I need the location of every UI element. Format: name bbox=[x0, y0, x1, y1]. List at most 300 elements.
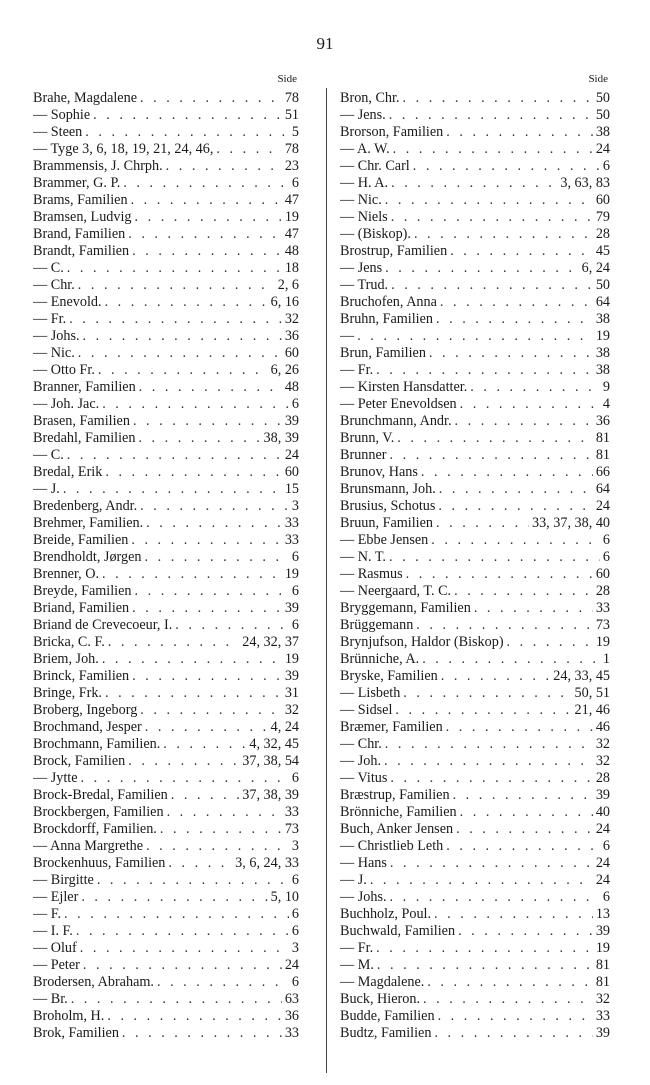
entry-pages: 38 bbox=[595, 362, 610, 378]
entry-name: — bbox=[340, 328, 355, 344]
index-entry bbox=[33, 1025, 299, 1042]
entry-pages: 24 bbox=[595, 498, 610, 514]
index-entry bbox=[340, 702, 610, 719]
dot-leader bbox=[175, 617, 289, 634]
index-entry bbox=[33, 770, 299, 787]
entry-pages: 50 bbox=[595, 107, 610, 123]
entry-pages: 2, 6 bbox=[277, 277, 299, 293]
entry-name: Brinck, Familien bbox=[33, 668, 130, 684]
entry-name: — Christlieb Leth bbox=[340, 838, 444, 854]
dot-leader bbox=[507, 634, 593, 651]
index-entry bbox=[340, 464, 610, 481]
entry-name: Broberg, Ingeborg bbox=[33, 702, 138, 718]
entry-name: — Steen bbox=[33, 124, 83, 140]
entry-name: Bruhn, Familien bbox=[340, 311, 434, 327]
index-entry bbox=[340, 532, 610, 549]
dot-leader bbox=[146, 838, 289, 855]
dot-leader bbox=[436, 515, 529, 532]
page-number: 91 bbox=[316, 34, 334, 53]
entry-pages: 81 bbox=[595, 974, 610, 990]
dot-leader bbox=[393, 141, 593, 158]
dot-leader bbox=[128, 226, 282, 243]
dot-leader bbox=[438, 1008, 593, 1025]
entry-name: — Tyge 3, 6, 18, 19, 21, 24, 46, bbox=[33, 141, 214, 157]
dot-leader bbox=[434, 906, 593, 923]
entry-name: — Nic. bbox=[33, 345, 75, 361]
dot-leader bbox=[140, 702, 282, 719]
dot-leader bbox=[131, 192, 282, 209]
entry-pages: 19 bbox=[284, 209, 299, 225]
entry-name: Brahe, Magdalene bbox=[33, 90, 137, 106]
index-entry bbox=[340, 974, 610, 991]
index-entry bbox=[33, 872, 299, 889]
dot-leader bbox=[395, 702, 571, 719]
dot-leader bbox=[97, 872, 289, 889]
entry-pages: 6, 26 bbox=[270, 362, 299, 378]
entry-name: Buch, Anker Jensen bbox=[340, 821, 454, 837]
dot-leader bbox=[460, 804, 593, 821]
dot-leader bbox=[403, 90, 593, 107]
entry-pages: 38 bbox=[595, 345, 610, 361]
entry-pages: 3 bbox=[291, 498, 299, 514]
entry-pages: 24, 32, 37 bbox=[242, 634, 299, 650]
index-entry bbox=[340, 549, 610, 566]
dot-leader bbox=[389, 549, 600, 566]
entry-pages: 38 bbox=[595, 311, 610, 327]
dot-leader bbox=[64, 906, 289, 923]
index-entry bbox=[33, 396, 299, 413]
index-entry bbox=[33, 855, 299, 872]
entry-pages: 24 bbox=[595, 855, 610, 871]
index-entry bbox=[340, 294, 610, 311]
entry-name: Brunchmann, Andr. bbox=[340, 413, 452, 429]
entry-name: — Sidsel bbox=[340, 702, 393, 718]
entry-name: Brun, Familien bbox=[340, 345, 426, 361]
dot-leader bbox=[160, 821, 282, 838]
entry-name: Bryske, Familien bbox=[340, 668, 438, 684]
entry-pages: 3, 6, 24, 33 bbox=[235, 855, 299, 871]
index-entry bbox=[33, 481, 299, 498]
entry-pages: 36 bbox=[284, 1008, 299, 1024]
entry-pages: 78 bbox=[284, 90, 299, 106]
entry-name: Brochmand, Jesper bbox=[33, 719, 142, 735]
dot-leader bbox=[453, 787, 593, 804]
index-entry bbox=[33, 991, 299, 1008]
index-entry bbox=[33, 804, 299, 821]
index-entry bbox=[340, 1025, 610, 1042]
entry-pages: 48 bbox=[284, 243, 299, 259]
index-entry bbox=[340, 719, 610, 736]
entry-list bbox=[340, 90, 610, 1042]
entry-name: — Joh. bbox=[340, 753, 381, 769]
entry-pages: 28 bbox=[595, 226, 610, 242]
entry-pages: 6 bbox=[291, 549, 299, 565]
index-entry bbox=[340, 804, 610, 821]
entry-name: Brynjufson, Haldor (Biskop) bbox=[340, 634, 504, 650]
index-entry bbox=[340, 141, 610, 158]
dot-leader bbox=[391, 175, 557, 192]
entry-name: — A. W. bbox=[340, 141, 390, 157]
index-entry bbox=[340, 430, 610, 447]
index-entry bbox=[340, 872, 610, 889]
dot-leader bbox=[389, 107, 593, 124]
index-entry bbox=[340, 362, 610, 379]
entry-pages: 6 bbox=[291, 923, 299, 939]
index-entry bbox=[33, 243, 299, 260]
entry-pages: 6 bbox=[291, 175, 299, 191]
index-entry bbox=[340, 957, 610, 974]
entry-name: Buck, Hieron. bbox=[340, 991, 420, 1007]
dot-leader bbox=[139, 379, 282, 396]
entry-name: Budde, Familien bbox=[340, 1008, 435, 1024]
index-entry bbox=[340, 175, 610, 192]
dot-leader bbox=[105, 685, 282, 702]
entry-name: Breyde, Familien bbox=[33, 583, 132, 599]
index-entry bbox=[340, 753, 610, 770]
entry-pages: 38, 39 bbox=[263, 430, 299, 446]
entry-pages: 31 bbox=[284, 685, 299, 701]
entry-pages: 6 bbox=[602, 549, 610, 565]
entry-name: Brönniche, Familien bbox=[340, 804, 457, 820]
entry-name: Breide, Familien bbox=[33, 532, 129, 548]
entry-pages: 6 bbox=[291, 617, 299, 633]
index-entry bbox=[33, 957, 299, 974]
entry-name: Brunn, V. bbox=[340, 430, 395, 446]
index-entry bbox=[340, 1008, 610, 1025]
entry-name: Brorson, Familien bbox=[340, 124, 444, 140]
entry-pages: 24 bbox=[595, 872, 610, 888]
entry-pages: 6, 16 bbox=[270, 294, 299, 310]
dot-leader bbox=[429, 345, 593, 362]
entry-pages: 28 bbox=[595, 583, 610, 599]
entry-pages: 73 bbox=[595, 617, 610, 633]
index-entry bbox=[33, 226, 299, 243]
entry-name: — Trud. bbox=[340, 277, 389, 293]
index-entry bbox=[340, 243, 610, 260]
dot-leader bbox=[458, 923, 593, 940]
entry-name: Briand de Crevecoeur, I. bbox=[33, 617, 173, 633]
index-entry bbox=[33, 600, 299, 617]
index-entry bbox=[33, 1008, 299, 1025]
index-column-right bbox=[340, 72, 610, 1042]
dot-leader bbox=[455, 413, 593, 430]
index-entry bbox=[33, 889, 299, 906]
dot-leader bbox=[397, 430, 593, 447]
entry-pages: 1 bbox=[602, 651, 610, 667]
entry-pages: 78 bbox=[284, 141, 299, 157]
dot-leader bbox=[441, 668, 551, 685]
entry-pages: 9 bbox=[602, 379, 610, 395]
index-entry bbox=[33, 906, 299, 923]
dot-leader bbox=[460, 396, 600, 413]
entry-name: Brunov, Hans bbox=[340, 464, 418, 480]
entry-pages: 4, 32, 45 bbox=[249, 736, 299, 752]
dot-leader bbox=[470, 379, 600, 396]
index-entry bbox=[33, 107, 299, 124]
dot-leader bbox=[167, 804, 282, 821]
dot-leader bbox=[83, 328, 282, 345]
index-entry bbox=[340, 838, 610, 855]
entry-pages: 81 bbox=[595, 430, 610, 446]
entry-name: Buchwald, Familien bbox=[340, 923, 456, 939]
entry-pages: 19 bbox=[284, 566, 299, 582]
entry-name: — Jytte bbox=[33, 770, 78, 786]
entry-name: — Peter bbox=[33, 957, 80, 973]
index-entry bbox=[340, 226, 610, 243]
index-entry bbox=[340, 821, 610, 838]
index-entry bbox=[340, 277, 610, 294]
entry-pages: 4 bbox=[602, 396, 610, 412]
index-entry bbox=[340, 107, 610, 124]
entry-pages: 6 bbox=[291, 396, 299, 412]
index-entry bbox=[33, 651, 299, 668]
entry-pages: 39 bbox=[284, 600, 299, 616]
entry-name: Brock-Bredal, Familien bbox=[33, 787, 168, 803]
dot-leader bbox=[135, 209, 282, 226]
dot-leader bbox=[157, 974, 289, 991]
entry-pages: 32 bbox=[595, 753, 610, 769]
index-entry bbox=[340, 396, 610, 413]
entry-name: Brusius, Schotus bbox=[340, 498, 436, 514]
entry-name: Bron, Chr. bbox=[340, 90, 400, 106]
index-entry bbox=[340, 124, 610, 141]
dot-leader bbox=[85, 124, 289, 141]
index-entry bbox=[33, 260, 299, 277]
index-entry bbox=[33, 566, 299, 583]
entry-pages: 6 bbox=[291, 974, 299, 990]
entry-pages: 47 bbox=[284, 192, 299, 208]
entry-pages: 39 bbox=[595, 1025, 610, 1041]
dot-leader bbox=[122, 1025, 282, 1042]
dot-leader bbox=[385, 736, 593, 753]
dot-leader bbox=[105, 464, 281, 481]
index-column-left bbox=[33, 72, 299, 1042]
dot-leader bbox=[384, 753, 593, 770]
index-entry bbox=[340, 889, 610, 906]
index-entry bbox=[340, 158, 610, 175]
entry-name: Bringe, Frk. bbox=[33, 685, 102, 701]
dot-leader bbox=[385, 260, 578, 277]
dot-leader bbox=[427, 974, 593, 991]
entry-name: — Oluf bbox=[33, 940, 77, 956]
entry-name: — Fr. bbox=[340, 362, 374, 378]
entry-name: Buchholz, Poul. bbox=[340, 906, 432, 922]
entry-pages: 45 bbox=[595, 243, 610, 259]
entry-name: Bredal, Erik bbox=[33, 464, 103, 480]
dot-leader bbox=[67, 260, 282, 277]
entry-name: — M. bbox=[340, 957, 374, 973]
index-entry bbox=[340, 906, 610, 923]
entry-name: — Peter Enevoldsen bbox=[340, 396, 457, 412]
side-label: Side bbox=[588, 73, 608, 85]
entry-name: — Chr. Carl bbox=[340, 158, 410, 174]
entry-pages: 81 bbox=[595, 447, 610, 463]
entry-name: Bryggemann, Familien bbox=[340, 600, 471, 616]
entry-pages: 79 bbox=[595, 209, 610, 225]
entry-pages: 3 bbox=[291, 838, 299, 854]
entry-name: Bræmer, Familien bbox=[340, 719, 443, 735]
index-entry bbox=[340, 600, 610, 617]
index-entry bbox=[340, 566, 610, 583]
index-entry bbox=[33, 447, 299, 464]
entry-pages: 64 bbox=[595, 294, 610, 310]
dot-leader bbox=[128, 753, 239, 770]
entry-name: — J. bbox=[33, 481, 60, 497]
entry-name: — Rasmus bbox=[340, 566, 403, 582]
entry-pages: 5 bbox=[291, 124, 299, 140]
entry-name: — Ejler bbox=[33, 889, 79, 905]
dot-leader bbox=[414, 226, 593, 243]
dot-leader bbox=[385, 192, 593, 209]
entry-name: Bricka, C. F. bbox=[33, 634, 105, 650]
entry-name: Brockdorff, Familien. bbox=[33, 821, 157, 837]
dot-leader bbox=[434, 1025, 592, 1042]
dot-leader bbox=[390, 889, 600, 906]
index-entry bbox=[33, 311, 299, 328]
entry-name: — Vitus bbox=[340, 770, 388, 786]
entry-name: Branner, Familien bbox=[33, 379, 136, 395]
index-entry bbox=[340, 991, 610, 1008]
index-entry bbox=[33, 158, 299, 175]
index-entry bbox=[340, 311, 610, 328]
entry-name: — Kirsten Hansdatter. bbox=[340, 379, 468, 395]
dot-leader bbox=[135, 583, 289, 600]
dot-leader bbox=[454, 583, 593, 600]
entry-pages: 6 bbox=[602, 889, 610, 905]
index-entry bbox=[33, 583, 299, 600]
entry-name: Bræstrup, Familien bbox=[340, 787, 450, 803]
entry-pages: 19 bbox=[595, 634, 610, 650]
dot-leader bbox=[391, 277, 593, 294]
entry-pages: 60 bbox=[284, 464, 299, 480]
entry-pages: 6 bbox=[291, 770, 299, 786]
entry-pages: 6 bbox=[291, 906, 299, 922]
dot-leader bbox=[83, 957, 282, 974]
dot-leader bbox=[446, 838, 600, 855]
dot-leader bbox=[390, 855, 593, 872]
index-entry bbox=[340, 634, 610, 651]
dot-leader bbox=[446, 719, 593, 736]
entry-pages: 24 bbox=[284, 957, 299, 973]
entry-name: — Ebbe Jensen bbox=[340, 532, 429, 548]
entry-name: Brendholdt, Jørgen bbox=[33, 549, 142, 565]
index-entry bbox=[340, 617, 610, 634]
entry-pages: 6 bbox=[291, 872, 299, 888]
dot-leader bbox=[390, 447, 593, 464]
entry-pages: 33 bbox=[284, 515, 299, 531]
dot-leader bbox=[216, 141, 281, 158]
dot-leader bbox=[69, 311, 282, 328]
entry-name: — Anna Margrethe bbox=[33, 838, 144, 854]
entry-pages: 46 bbox=[595, 719, 610, 735]
entry-list bbox=[33, 90, 299, 1042]
entry-name: — N. T. bbox=[340, 549, 386, 565]
index-entry bbox=[340, 90, 610, 107]
dot-leader bbox=[171, 787, 240, 804]
dot-leader bbox=[123, 175, 289, 192]
index-entry bbox=[340, 345, 610, 362]
index-entry bbox=[33, 821, 299, 838]
dot-leader bbox=[474, 600, 593, 617]
entry-pages: 60 bbox=[595, 192, 610, 208]
dot-leader bbox=[446, 124, 593, 141]
entry-name: — Sophie bbox=[33, 107, 91, 123]
dot-leader bbox=[93, 107, 282, 124]
index-entry bbox=[33, 838, 299, 855]
index-entry bbox=[33, 668, 299, 685]
dot-leader bbox=[423, 991, 593, 1008]
entry-pages: 33 bbox=[595, 1008, 610, 1024]
entry-pages: 37, 38, 54 bbox=[242, 753, 299, 769]
dot-leader bbox=[108, 634, 239, 651]
entry-name: — Nic. bbox=[340, 192, 382, 208]
index-entry bbox=[340, 260, 610, 277]
dot-leader bbox=[376, 940, 593, 957]
index-entry bbox=[340, 583, 610, 600]
dot-leader bbox=[98, 362, 268, 379]
entry-name: — F. bbox=[33, 906, 62, 922]
dot-leader bbox=[71, 991, 282, 1008]
index-entry bbox=[340, 447, 610, 464]
index-entry bbox=[340, 685, 610, 702]
dot-leader bbox=[421, 464, 593, 481]
entry-pages: 19 bbox=[284, 651, 299, 667]
index-entry bbox=[33, 90, 299, 107]
index-entry bbox=[33, 345, 299, 362]
entry-pages: 33 bbox=[284, 1025, 299, 1041]
entry-name: — C. bbox=[33, 447, 64, 463]
dot-leader bbox=[403, 685, 571, 702]
index-entry bbox=[340, 481, 610, 498]
entry-name: — Birgitte bbox=[33, 872, 94, 888]
dot-leader bbox=[422, 651, 600, 668]
entry-name: — Magdalene. bbox=[340, 974, 425, 990]
entry-pages: 51 bbox=[284, 107, 299, 123]
entry-name: — Otto Fr. bbox=[33, 362, 95, 378]
entry-pages: 24 bbox=[595, 821, 610, 837]
dot-leader bbox=[376, 362, 593, 379]
entry-pages: 39 bbox=[595, 923, 610, 939]
entry-pages: 38 bbox=[595, 124, 610, 140]
entry-name: — Enevold. bbox=[33, 294, 102, 310]
entry-name: — Fr. bbox=[33, 311, 67, 327]
entry-name: — J. bbox=[340, 872, 367, 888]
entry-pages: 21, 46 bbox=[574, 702, 610, 718]
index-entry bbox=[33, 192, 299, 209]
entry-name: — Lisbeth bbox=[340, 685, 401, 701]
dot-leader bbox=[439, 481, 593, 498]
entry-name: Brünniche, A. bbox=[340, 651, 420, 667]
dot-leader bbox=[133, 413, 282, 430]
entry-pages: 50, 51 bbox=[574, 685, 610, 701]
entry-name: Broholm, H. bbox=[33, 1008, 105, 1024]
dot-leader bbox=[456, 821, 593, 838]
entry-pages: 60 bbox=[284, 345, 299, 361]
entry-pages: 36 bbox=[595, 413, 610, 429]
dot-leader bbox=[440, 294, 593, 311]
entry-name: Brodersen, Abraham. bbox=[33, 974, 154, 990]
index-entry bbox=[340, 770, 610, 787]
dot-leader bbox=[145, 719, 268, 736]
index-entry bbox=[340, 515, 610, 532]
index-entry bbox=[33, 515, 299, 532]
entry-name: — Jens bbox=[340, 260, 383, 276]
dot-leader bbox=[438, 498, 592, 515]
entry-name: Brunsmann, Joh. bbox=[340, 481, 436, 497]
dot-leader bbox=[80, 940, 289, 957]
entry-name: Bruun, Familien bbox=[340, 515, 434, 531]
entry-pages: 24 bbox=[595, 141, 610, 157]
